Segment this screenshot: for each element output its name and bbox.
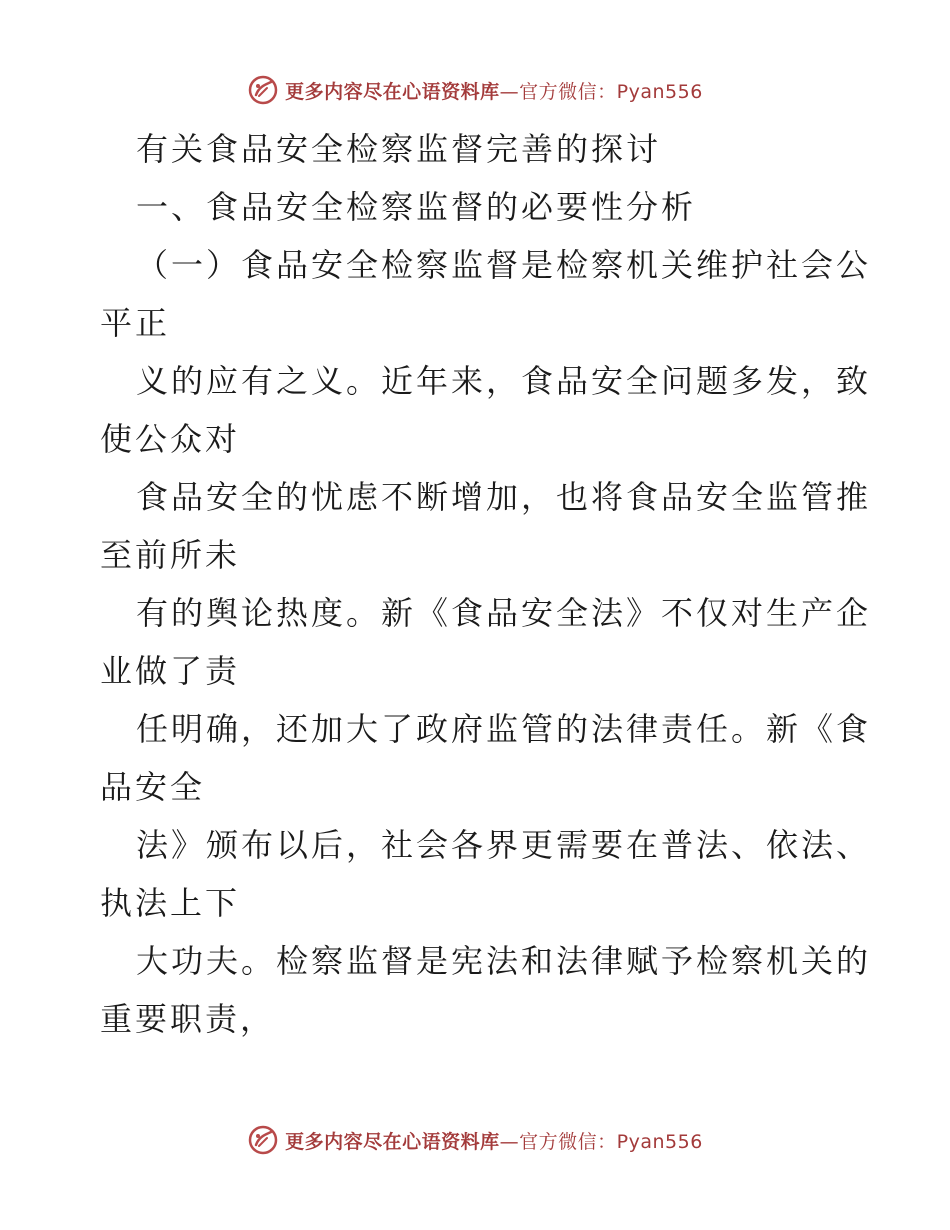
footer-watermark [0, 1120, 950, 1160]
section-heading: 一、食品安全检察监督的必要性分析 [136, 188, 697, 226]
brand-logo-icon [247, 1124, 279, 1156]
paragraph-line: 业做了责 [100, 652, 241, 690]
document-title: 有关食品安全检察监督完善的探讨 [136, 130, 662, 168]
paragraph-line: 有的舆论热度。新《食品安全法》不仅对生产企 [136, 594, 872, 632]
paragraph-line: 食品安全的忧虑不断增加，也将食品安全监管推 [136, 478, 872, 516]
paragraph-line: 使公众对 [100, 420, 241, 458]
paragraph-line: 执法上下 [100, 884, 241, 922]
header-watermark [0, 70, 950, 110]
paragraph-line: 重要职责， [100, 1000, 276, 1038]
watermark-brand: 更多内容尽在心语资料库 [285, 1130, 500, 1153]
watermark-separator: — [499, 80, 520, 103]
paragraph-line: 平正 [100, 304, 171, 342]
paragraph-line: 法》颁布以后，社会各界更需要在普法、依法、 [136, 826, 872, 864]
watermark-separator: — [499, 1130, 520, 1153]
paragraph-line: 至前所未 [100, 536, 241, 574]
paragraph-line: 义的应有之义。近年来，食品安全问题多发，致 [136, 362, 872, 400]
paragraph-line: 任明确，还加大了政府监管的法律责任。新《食 [136, 710, 872, 748]
watermark-contact: 官方微信：Pyan556 [519, 80, 703, 103]
watermark-brand: 更多内容尽在心语资料库 [285, 80, 500, 103]
paragraph-line: 大功夫。检察监督是宪法和法律赋予检察机关的 [136, 942, 872, 980]
paragraph-line: 品安全 [100, 768, 206, 806]
paragraph-line: （一）食品安全检察监督是检察机关维护社会公 [136, 246, 872, 284]
watermark-text [285, 1127, 703, 1154]
document-body [100, 120, 872, 1048]
watermark-contact: 官方微信：Pyan556 [519, 1130, 703, 1153]
brand-logo-icon [247, 74, 279, 106]
watermark-text [285, 77, 703, 104]
